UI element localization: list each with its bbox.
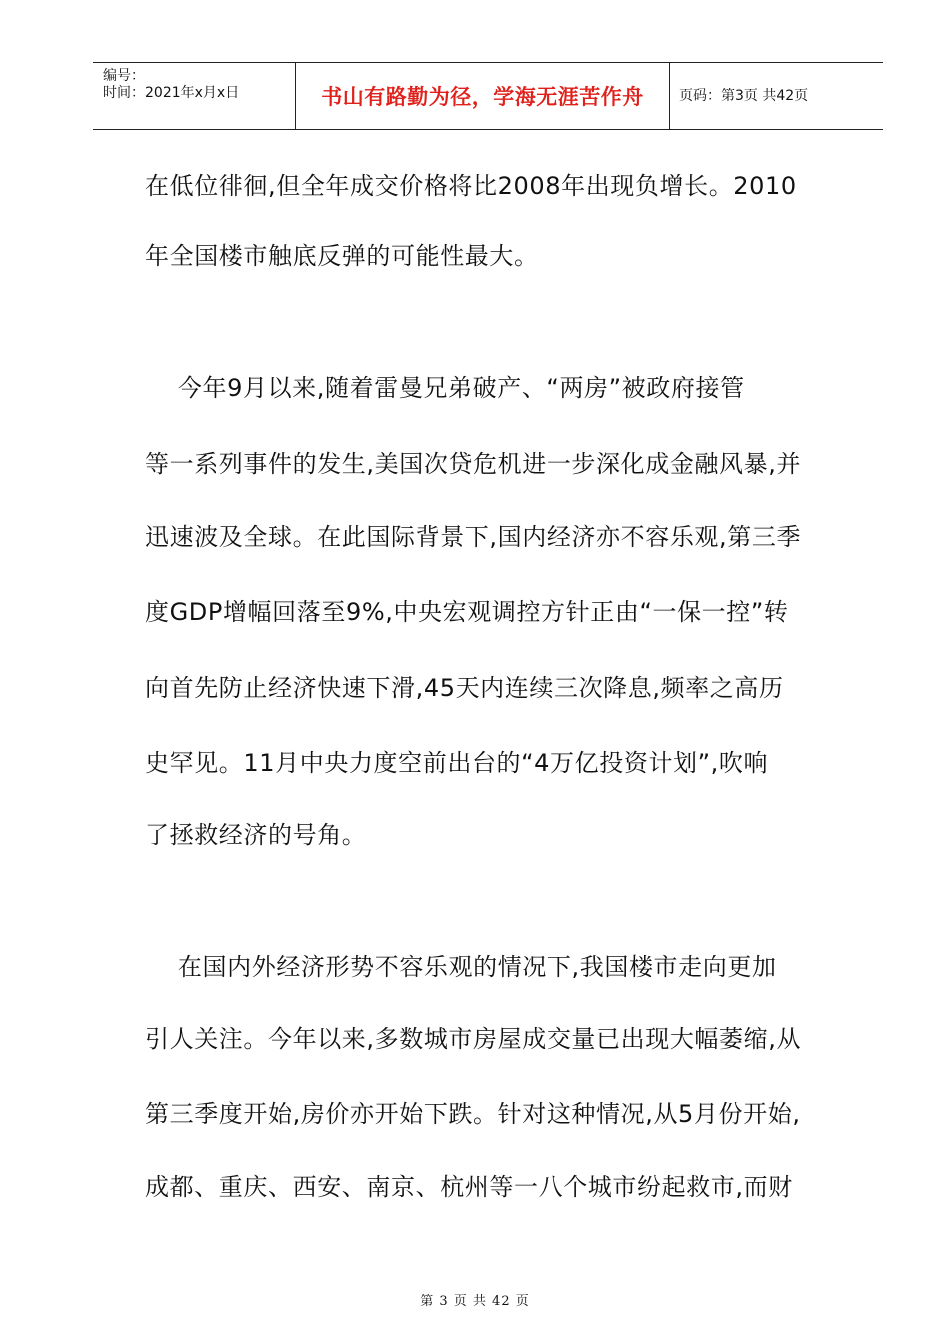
paragraph-2-line-1: 今年9月以来,随着雷曼兄弟破产、“两房”被政府接管 [145,374,745,402]
paragraph-3-line-4: 成都、重庆、西安、南京、杭州等一八个城市纷起救市,而财 [145,1173,793,1201]
paragraph-2-line-7: 了拯救经济的号角。 [145,821,367,849]
paragraph-2-line-6: 史罕见。11月中央力度空前出台的“4万亿投资计划”,吹响 [145,749,769,777]
page-header [93,62,883,130]
paragraph-3-line-2: 引人关注。今年以来,多数城市房屋成交量已出现大幅萎缩,从 [145,1025,802,1053]
paragraph-1-line-1: 在低位徘徊,但全年成交价格将比2008年出现负增长。2010 [145,172,797,200]
paragraph-2-line-4: 度GDP增幅回落至9%,中央宏观调控方针正由“一保一控”转 [145,598,789,626]
paragraph-3-line-1: 在国内外经济形势不容乐观的情况下,我国楼市走向更加 [145,953,777,981]
paragraph-2-line-2: 等一系列事件的发生,美国次贷危机进一步深化成金融风暴,并 [145,450,802,478]
document-time-label: 时间：2021年x月x日 [103,85,240,101]
header-page-cell [669,63,883,129]
document-number-label: 编号： [103,68,145,84]
paragraph-3-line-3: 第三季度开始,房价亦开始下跌。针对这种情况,从5月份开始, [145,1100,801,1128]
paragraph-2-line-5: 向首先防止经济快速下滑,45天内连续三次降息,频率之高历 [145,674,784,702]
header-meta [93,63,295,129]
header-motto-cell [295,63,670,129]
paragraph-1-line-2: 年全国楼市触底反弹的可能性最大。 [145,242,539,270]
paragraph-2-line-3: 迅速波及全球。在此国际背景下,国内经济亦不容乐观,第三季 [145,523,802,551]
header-motto: 书山有路勤为径，学海无涯苦作舟 [321,85,644,109]
page-footer: 第 3 页 共 42 页 [420,1294,530,1309]
header-page-info: 页码：第3页 共42页 [679,88,809,104]
